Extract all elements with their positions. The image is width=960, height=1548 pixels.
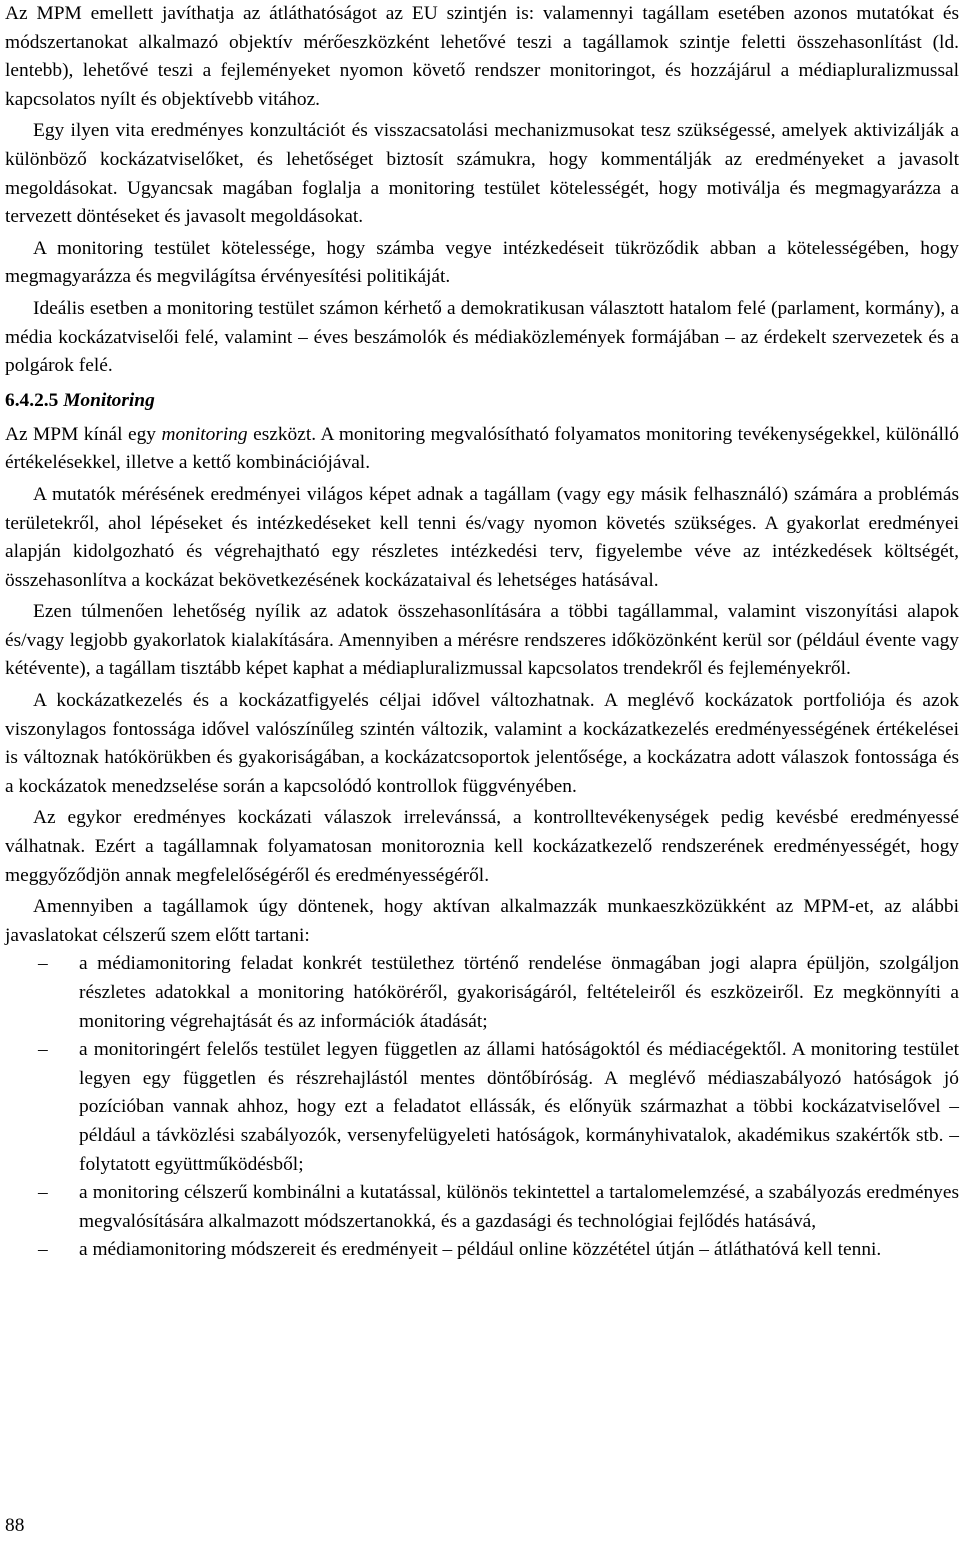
paragraph-2: Egy ilyen vita eredményes konzultációt és visszacsatolási mechanizmusokat tesz szükségessé, amelyek aktivizálják a különböző kockázatviselőket, és lehetőséget biztosít számukra, hogy kommentálják az eredményeket a javasolt megoldásokat. Ugyancsak magában foglalja a monitoring testület kötelességét, hogy motiválja és megmagyarázza a tervezett döntéseket és javasolt megoldásokat. bbox=[5, 120, 959, 228]
section-title: Monitoring bbox=[63, 389, 155, 411]
paragraph-5-emphasis: monitoring bbox=[161, 423, 248, 445]
list-item-text: a médiamonitoring feladat konkrét testülethez történő rendelése önmagában jogi alapra épüljön, szolgáljon részletes adatokkal a monitoring hatóköréről, gyakoriságáról, feltételeiről és eszközeiről. Ez megkönnyíti a monitoring végrehajtását és az információk átadását; bbox=[79, 953, 959, 1032]
paragraph-4: Ideális esetben a monitoring testület számon kérhető a demokratikusan választott hatalom felé (parlament, kormány), a média kockázatviselői felé, valamint – éves beszámolók és médiaközlemények formájában – az érdekelt szervezetek és a polgárok felé. bbox=[5, 297, 959, 377]
dash-bullet: – bbox=[38, 1239, 48, 1261]
paragraph-3: A monitoring testület kötelessége, hogy számba vegye intézkedéseit tükröződik abban a kötelességében, hogy megmagyarázza és megvilágítsa érvényesítési politikáját. bbox=[5, 237, 959, 288]
list-item-text: a monitoringért felelős testület legyen független az állami hatóságoktól és médiacégektől. A monitoring testület legyen egy független és részrehajlástól mentes döntőbíróság. A meglévő médiaszabályozó hatóságok jó pozícióban vannak ahhoz, hogy ezt a feladatot ellássák, és előnyük származhat a többi kockázatviselővel – például a távközlési szabályozók, versenyfelügyeleti hatóságok, kormányhivatalok, akadémikus szakértők stb. – folytatott együttműködésből; bbox=[79, 1039, 959, 1175]
list-item-text: a monitoring célszerű kombinálni a kutatással, különös tekintettel a tartalomelemzésé, a szabályozás eredményes megvalósítására alkalmazott módszertanokká, és a gazdasági és technológiai fejlődés hatásává, bbox=[79, 1182, 959, 1232]
list-item-text: a médiamonitoring módszereit és eredményeit – például online közzététel útján – átláthatóvá kell tenni. bbox=[79, 1239, 882, 1261]
dash-bullet: – bbox=[38, 953, 48, 975]
paragraph-1: Az MPM emellett javíthatja az átláthatóságot az EU szintjén is: valamennyi tagállam esetében azonos mutatókat és módszertanokat alkalmazó objektív mérőeszközként lehetővé teszi a tagállamok szintje feletti összehasonlítást (ld. lentebb), lehetővé teszi a fejleményeket nyomon követő rendszer monitoringot, és hozzájárul a médiapluralizmussal kapcsolatos nyílt és objektívebb vitához. bbox=[5, 3, 959, 110]
recommendation-list bbox=[5, 950, 959, 1265]
paragraph-9: Az egykor eredményes kockázati válaszok irrelevánssá, a kontrolltevékenységek pedig kevésbé eredményessé válhatnak. Ezért a tagállamnak folyamatosan monitoroznia kell kockázatkezelő rendszerének eredményességét, hogy meggyőződjön annak megfelelőségéről és eredményességéről. bbox=[5, 807, 959, 886]
paragraph-5-end: eszközt. A monitoring megvalósítható folyamatos monitoring tevékenységekkel, különálló értékelésekkel, illetve a kettő kombinációjával. bbox=[5, 423, 959, 474]
list-item bbox=[5, 1179, 959, 1236]
paragraph-5 bbox=[5, 421, 959, 478]
dash-bullet: – bbox=[38, 1182, 48, 1204]
dash-bullet: – bbox=[38, 1039, 48, 1061]
paragraph-6: A mutatók mérésének eredményei világos képet adnak a tagállam (vagy egy másik felhasználó) számára a problémás területekről, ahol lépéseket és intézkedéseket kell tenni és/vagy nyomon követés szükséges. A gyakorlat eredményei alapján kidolgozható és végrehajtható egy részletes intézkedési terv, figyelembe véve az intézkedések költségét, összehasonlítva a kockázat bekövetkezésének kockázataival és lehetséges hatásával. bbox=[5, 483, 959, 591]
list-item bbox=[5, 1236, 959, 1265]
list-item bbox=[5, 1036, 959, 1179]
paragraph-10: Amennyiben a tagállamok úgy döntenek, hogy aktívan alkalmazzák munkaeszközükként az MPM-et, az alábbi javaslatokat célszerű szem előtt tartani: bbox=[5, 896, 959, 946]
page-number: 88 bbox=[5, 1515, 25, 1536]
list-item bbox=[5, 950, 959, 1036]
section-heading bbox=[5, 387, 959, 421]
paragraph-8: A kockázatkezelés és a kockázatfigyelés céljai idővel változhatnak. A meglévő kockázatok portfoliója és azok viszonylagos fontossága idővel valószínűleg szintén változik, valamint a kockázatkezelés eredményességének értékelései is változnak hatókörükben és gyakoriságában, a kockázatcsoportok jelentősége, a kockázatra adott válaszok fontossága és a kockázatok menedzselése során a kapcsolódó kontrollok függvényében. bbox=[5, 690, 959, 797]
paragraph-5-start: Az MPM kínál egy bbox=[5, 423, 162, 445]
section-number: 6.4.2.5 bbox=[5, 389, 59, 411]
document-page bbox=[5, 0, 959, 1265]
paragraph-7: Ezen túlmenően lehetőség nyílik az adatok összehasonlítására a többi tagállammal, valamint viszonyítási alapok és/vagy legjobb gyakorlatok kialakítására. Amennyiben a mérésre rendszeres időközönként kerül sor (például évente vagy kétévente), a tagállam tisztább képet kaphat a médiapluralizmussal kapcsolatos trendekről és fejleményekről. bbox=[5, 601, 959, 680]
